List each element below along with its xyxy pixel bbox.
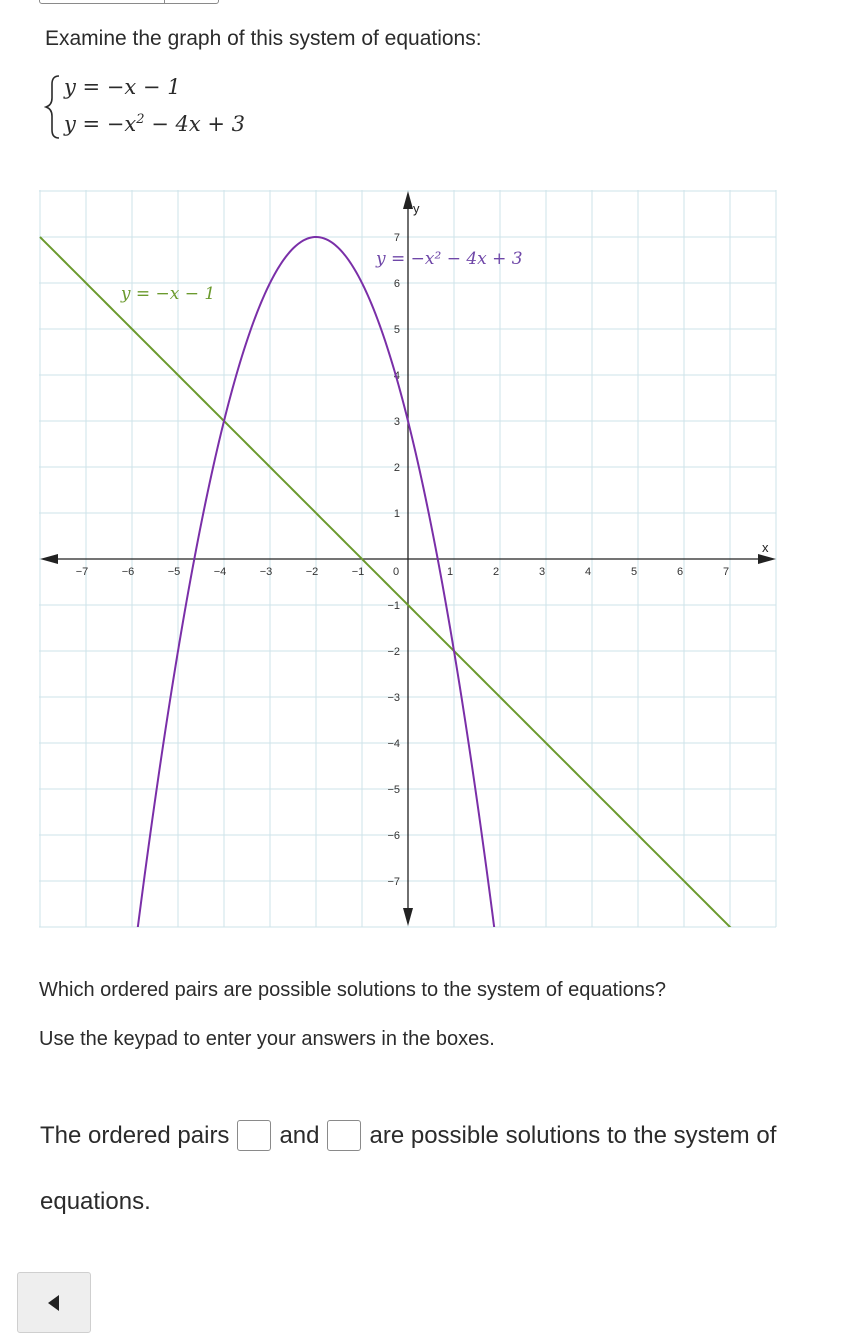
left-triangle-icon xyxy=(46,1294,62,1312)
y-tick-label: −5 xyxy=(387,784,400,796)
y-tick-label: 2 xyxy=(393,462,400,474)
x-tick-label: 2 xyxy=(492,566,500,578)
equation-line: y = −x − 1 xyxy=(64,75,181,99)
y-axis-label: y xyxy=(413,201,420,216)
instruction-text: Use the keypad to enter your answers in the boxes. xyxy=(39,1028,495,1050)
eq2-rest: − 4x + 3 xyxy=(144,112,245,136)
x-axis-left-arrow-icon xyxy=(40,554,58,564)
y-tick-label: 3 xyxy=(393,416,400,428)
y-tick-label: 1 xyxy=(393,508,400,520)
x-axis-right-arrow-icon xyxy=(758,554,776,564)
x-tick-label: 6 xyxy=(676,566,684,578)
x-tick-label: −2 xyxy=(305,566,319,578)
x-tick-label: −1 xyxy=(351,566,365,578)
answer-sentence xyxy=(40,1120,776,1151)
answer-middle: and xyxy=(279,1121,320,1149)
x-tick-label: 3 xyxy=(538,566,546,578)
tick-labels xyxy=(76,232,729,888)
answer-box-1[interactable] xyxy=(237,1120,271,1151)
y-tick-label: −6 xyxy=(387,830,400,842)
eq2-base: y = −x xyxy=(64,112,137,136)
answer-before: The ordered pairs xyxy=(40,1121,230,1149)
x-tick-label: 5 xyxy=(630,566,638,578)
back-button[interactable] xyxy=(17,1272,91,1333)
line-series-label: y = −x − 1 xyxy=(120,284,216,304)
x-tick-label: −4 xyxy=(213,566,227,578)
y-tick-label: −7 xyxy=(387,876,400,888)
eq2-exponent: 2 xyxy=(136,112,145,127)
y-tick-label: 4 xyxy=(393,370,400,382)
y-axis-up-arrow-icon xyxy=(403,191,413,209)
question-text: Which ordered pairs are possible solutions to the system of equations? xyxy=(39,979,667,1001)
y-tick-label: −1 xyxy=(387,600,400,612)
y-tick-label: 6 xyxy=(393,278,400,290)
y-tick-label: −4 xyxy=(387,738,400,750)
x-tick-label: 1 xyxy=(446,566,454,578)
answer-continuation: equations. xyxy=(40,1188,151,1215)
parabola-series-label: y = −x² − 4x + 3 xyxy=(376,249,523,269)
x-axis-label: x xyxy=(762,540,769,555)
x-tick-label: −3 xyxy=(259,566,273,578)
y-axis-down-arrow-icon xyxy=(403,908,413,926)
y-tick-label: −2 xyxy=(387,646,400,658)
x-tick-label: 4 xyxy=(584,566,592,578)
x-tick-label: 7 xyxy=(722,566,730,578)
curve-labels xyxy=(120,249,523,304)
x-tick-label: −5 xyxy=(167,566,181,578)
answer-box-2[interactable] xyxy=(327,1120,361,1151)
parabola-series xyxy=(127,237,509,960)
x-tick-label: −7 xyxy=(75,566,89,578)
x-tick-label: −6 xyxy=(121,566,135,578)
y-tick-label: 7 xyxy=(393,232,400,244)
answer-after: are possible solutions to the system of xyxy=(369,1121,777,1149)
prompt-text: Examine the graph of this system of equations: xyxy=(45,27,482,50)
y-tick-label: 5 xyxy=(393,324,400,336)
y-tick-label: −3 xyxy=(387,692,400,704)
x-tick-label: 0 xyxy=(392,566,400,578)
